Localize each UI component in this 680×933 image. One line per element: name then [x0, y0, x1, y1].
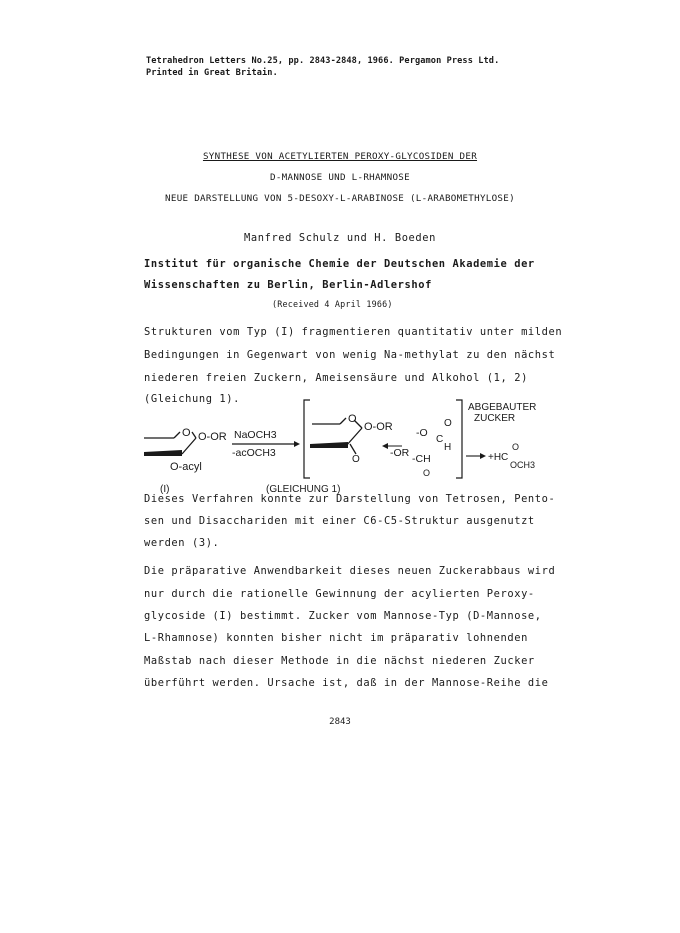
para3-line-5: Maßstab nach dieser Methode in die nächst niederen Zucker	[144, 655, 535, 667]
para2-line-1: Dieses Verfahren konnte zur Darstellung von Tetrosen, Pento-	[144, 493, 556, 505]
authors: Manfred Schulz und H. Boeden	[244, 232, 436, 244]
leaving-alkoxide: -OR	[390, 447, 410, 459]
para3-line-1: Die präparative Anwendbarkeit dieses neuen Zuckerabbaus wird	[144, 565, 556, 577]
fragment-oxygen-top: O	[444, 418, 452, 429]
para1-line-2: Bedingungen in Gegenwart von wenig Na-methylat zu den nächst	[144, 349, 556, 361]
article-title-line-2: D-MANNOSE UND L-RHAMNOSE	[270, 172, 410, 183]
para2-line-2: sen und Disacchariden mit einer C6-C5-Struktur ausgenutzt	[144, 515, 535, 527]
ring-oxygen-left: O	[182, 427, 191, 439]
fragment-oxygen: -O	[416, 427, 428, 439]
fragment-carbon: C	[436, 434, 444, 445]
formate-prefix: +HC	[488, 452, 509, 463]
bold-bond-wedge	[144, 450, 182, 456]
reagent-bottom: -acOCH3	[232, 447, 276, 459]
para1-line-3: niederen freien Zuckern, Ameisensäure und Alkohol (1, 2)	[144, 372, 528, 384]
fragment-ch: -CH	[412, 453, 431, 465]
product-label-line-1: ABGEBAUTER	[468, 402, 537, 413]
para3-line-3: glycoside (I) bestimmt. Zucker vom Mannose-Typ (D-Mannose,	[144, 610, 542, 622]
page-number: 2843	[329, 717, 351, 727]
para3-line-4: L-Rhamnose) konnten bisher nicht im präparativ lohnenden	[144, 632, 528, 644]
left-peroxy-group: O-OR	[198, 431, 227, 443]
printed-in: Printed in Great Britain.	[146, 68, 278, 78]
para3-line-6: überführt werden. Ursache ist, daß in der Mannose-Reihe die	[144, 677, 549, 689]
para2-line-3: werden (3).	[144, 537, 220, 549]
fragment-oxygen-bottom: O	[423, 468, 431, 478]
affiliation-line-2: Wissenschaften zu Berlin, Berlin-Adlershof	[144, 279, 432, 291]
ring-oxygen-mid: O	[348, 413, 357, 425]
mid-peroxy-group: O-OR	[364, 421, 393, 433]
reaction-arrow-2-head	[480, 453, 486, 459]
received-date: (Received 4 April 1966)	[272, 299, 393, 309]
article-title-line-1: SYNTHESE VON ACETYLIERTEN PEROXY-GLYCOSIDEN DER	[202, 151, 478, 162]
para1-line-1: Strukturen vom Typ (I) fragmentieren quantitativ unter milden	[144, 326, 563, 338]
bold-bond-wedge-mid	[310, 442, 348, 448]
reaction-scheme	[140, 396, 570, 496]
reagent-top: NaOCH3	[234, 429, 277, 441]
left-acyl-group: O-acyl	[170, 461, 202, 473]
para1-line-4: (Gleichung 1).	[144, 393, 240, 405]
product-label-line-2: ZUCKER	[474, 413, 516, 424]
article-subtitle: NEUE DARSTELLUNG VON 5-DESOXY-L-ARABINOSE (L-ARABOMETHYLOSE)	[165, 193, 515, 204]
arrow-left-head	[382, 443, 388, 449]
equation-label: (GLEICHUNG 1)	[266, 484, 341, 495]
journal-citation: Tetrahedron Letters No.25, pp. 2843-2848, 1966. Pergamon Press Ltd.	[146, 56, 500, 66]
para3-line-2: nur durch die rationelle Gewinnung der acylierten Peroxy-	[144, 588, 535, 600]
formate-methoxy: OCH3	[510, 460, 536, 470]
fragment-hydrogen: H	[444, 442, 452, 453]
affiliation-line-1: Institut für organische Chemie der Deutschen Akademie der	[144, 258, 535, 270]
compound-label-i: (I)	[160, 484, 170, 495]
reaction-arrow-1-head	[294, 441, 300, 447]
mid-alkoxide: O	[352, 454, 360, 465]
formate-oxygen: O	[512, 442, 520, 452]
